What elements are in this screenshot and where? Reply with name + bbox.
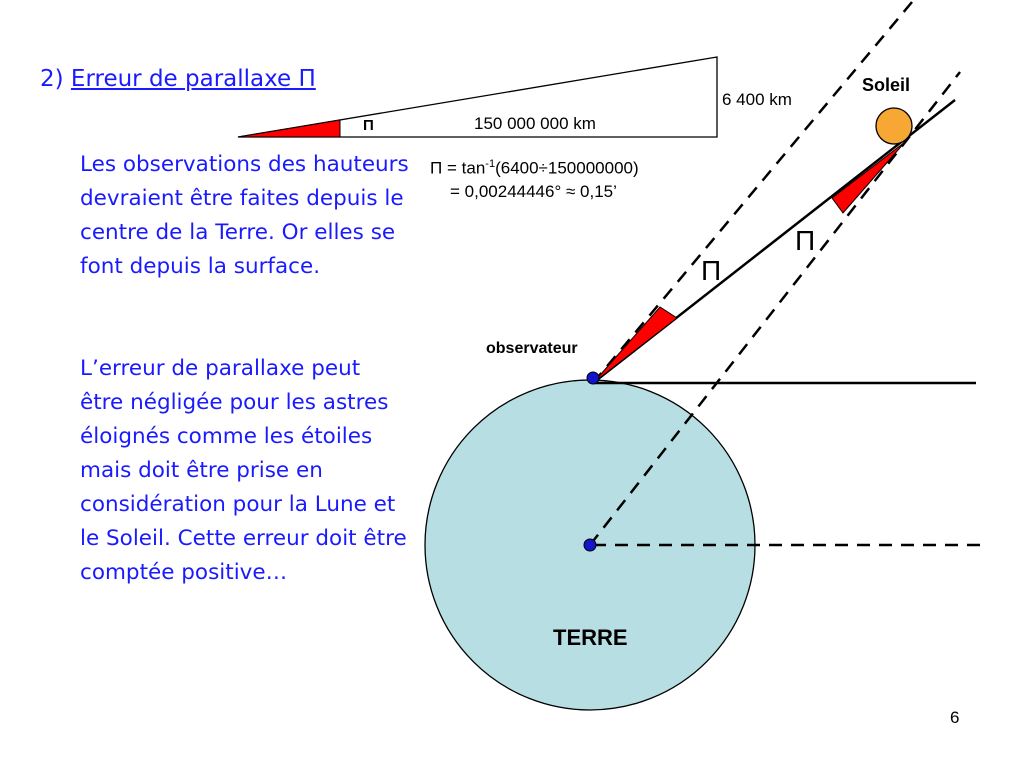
reference-angle-wedge <box>238 120 340 137</box>
angle-label-sun: Π <box>795 225 816 256</box>
earth-radius-label: 6 400 km <box>722 90 792 109</box>
distance-label: 150 000 000 km <box>474 114 596 133</box>
title-underlined: Erreur de parallaxe Π <box>70 66 316 92</box>
slide-number: 6 <box>950 708 960 727</box>
title-prefix: 2) <box>40 66 71 92</box>
sun-label: Soleil <box>862 75 911 95</box>
observer-parallel-dashed-line <box>593 2 912 383</box>
sun-circle <box>876 108 912 144</box>
angle-wedge-sun <box>832 142 905 213</box>
paragraph-centre-terre: Les observations des hauteurs devraient être faites depuis le centre de la Terre. Or elles se font depuis la surface. <box>80 152 409 279</box>
formula-line-1 <box>430 158 639 179</box>
formula-prefix: Π = tan <box>430 158 486 178</box>
paragraph-negligeable: L’erreur de parallaxe peut être négligée pour les astres éloignés comme les étoiles mais doit être prise en considération pour la Lune et le Soleil. Cette erreur doit être comptée positive… <box>80 356 407 585</box>
angle-wedge-observer <box>593 307 677 383</box>
formula-rest: (6400÷150000000) <box>495 158 639 178</box>
earth-centre-dot <box>584 539 596 551</box>
observer-label: observateur <box>486 340 578 357</box>
formula-line-2: = 0,00244446° ≈ 0,15’ <box>450 182 617 201</box>
earth-label: TERRE <box>553 625 628 650</box>
formula-sup: -1 <box>485 158 496 170</box>
reference-angle-label: Π <box>363 117 374 134</box>
observer-dot <box>587 372 599 384</box>
angle-label-observer: Π <box>701 255 722 286</box>
